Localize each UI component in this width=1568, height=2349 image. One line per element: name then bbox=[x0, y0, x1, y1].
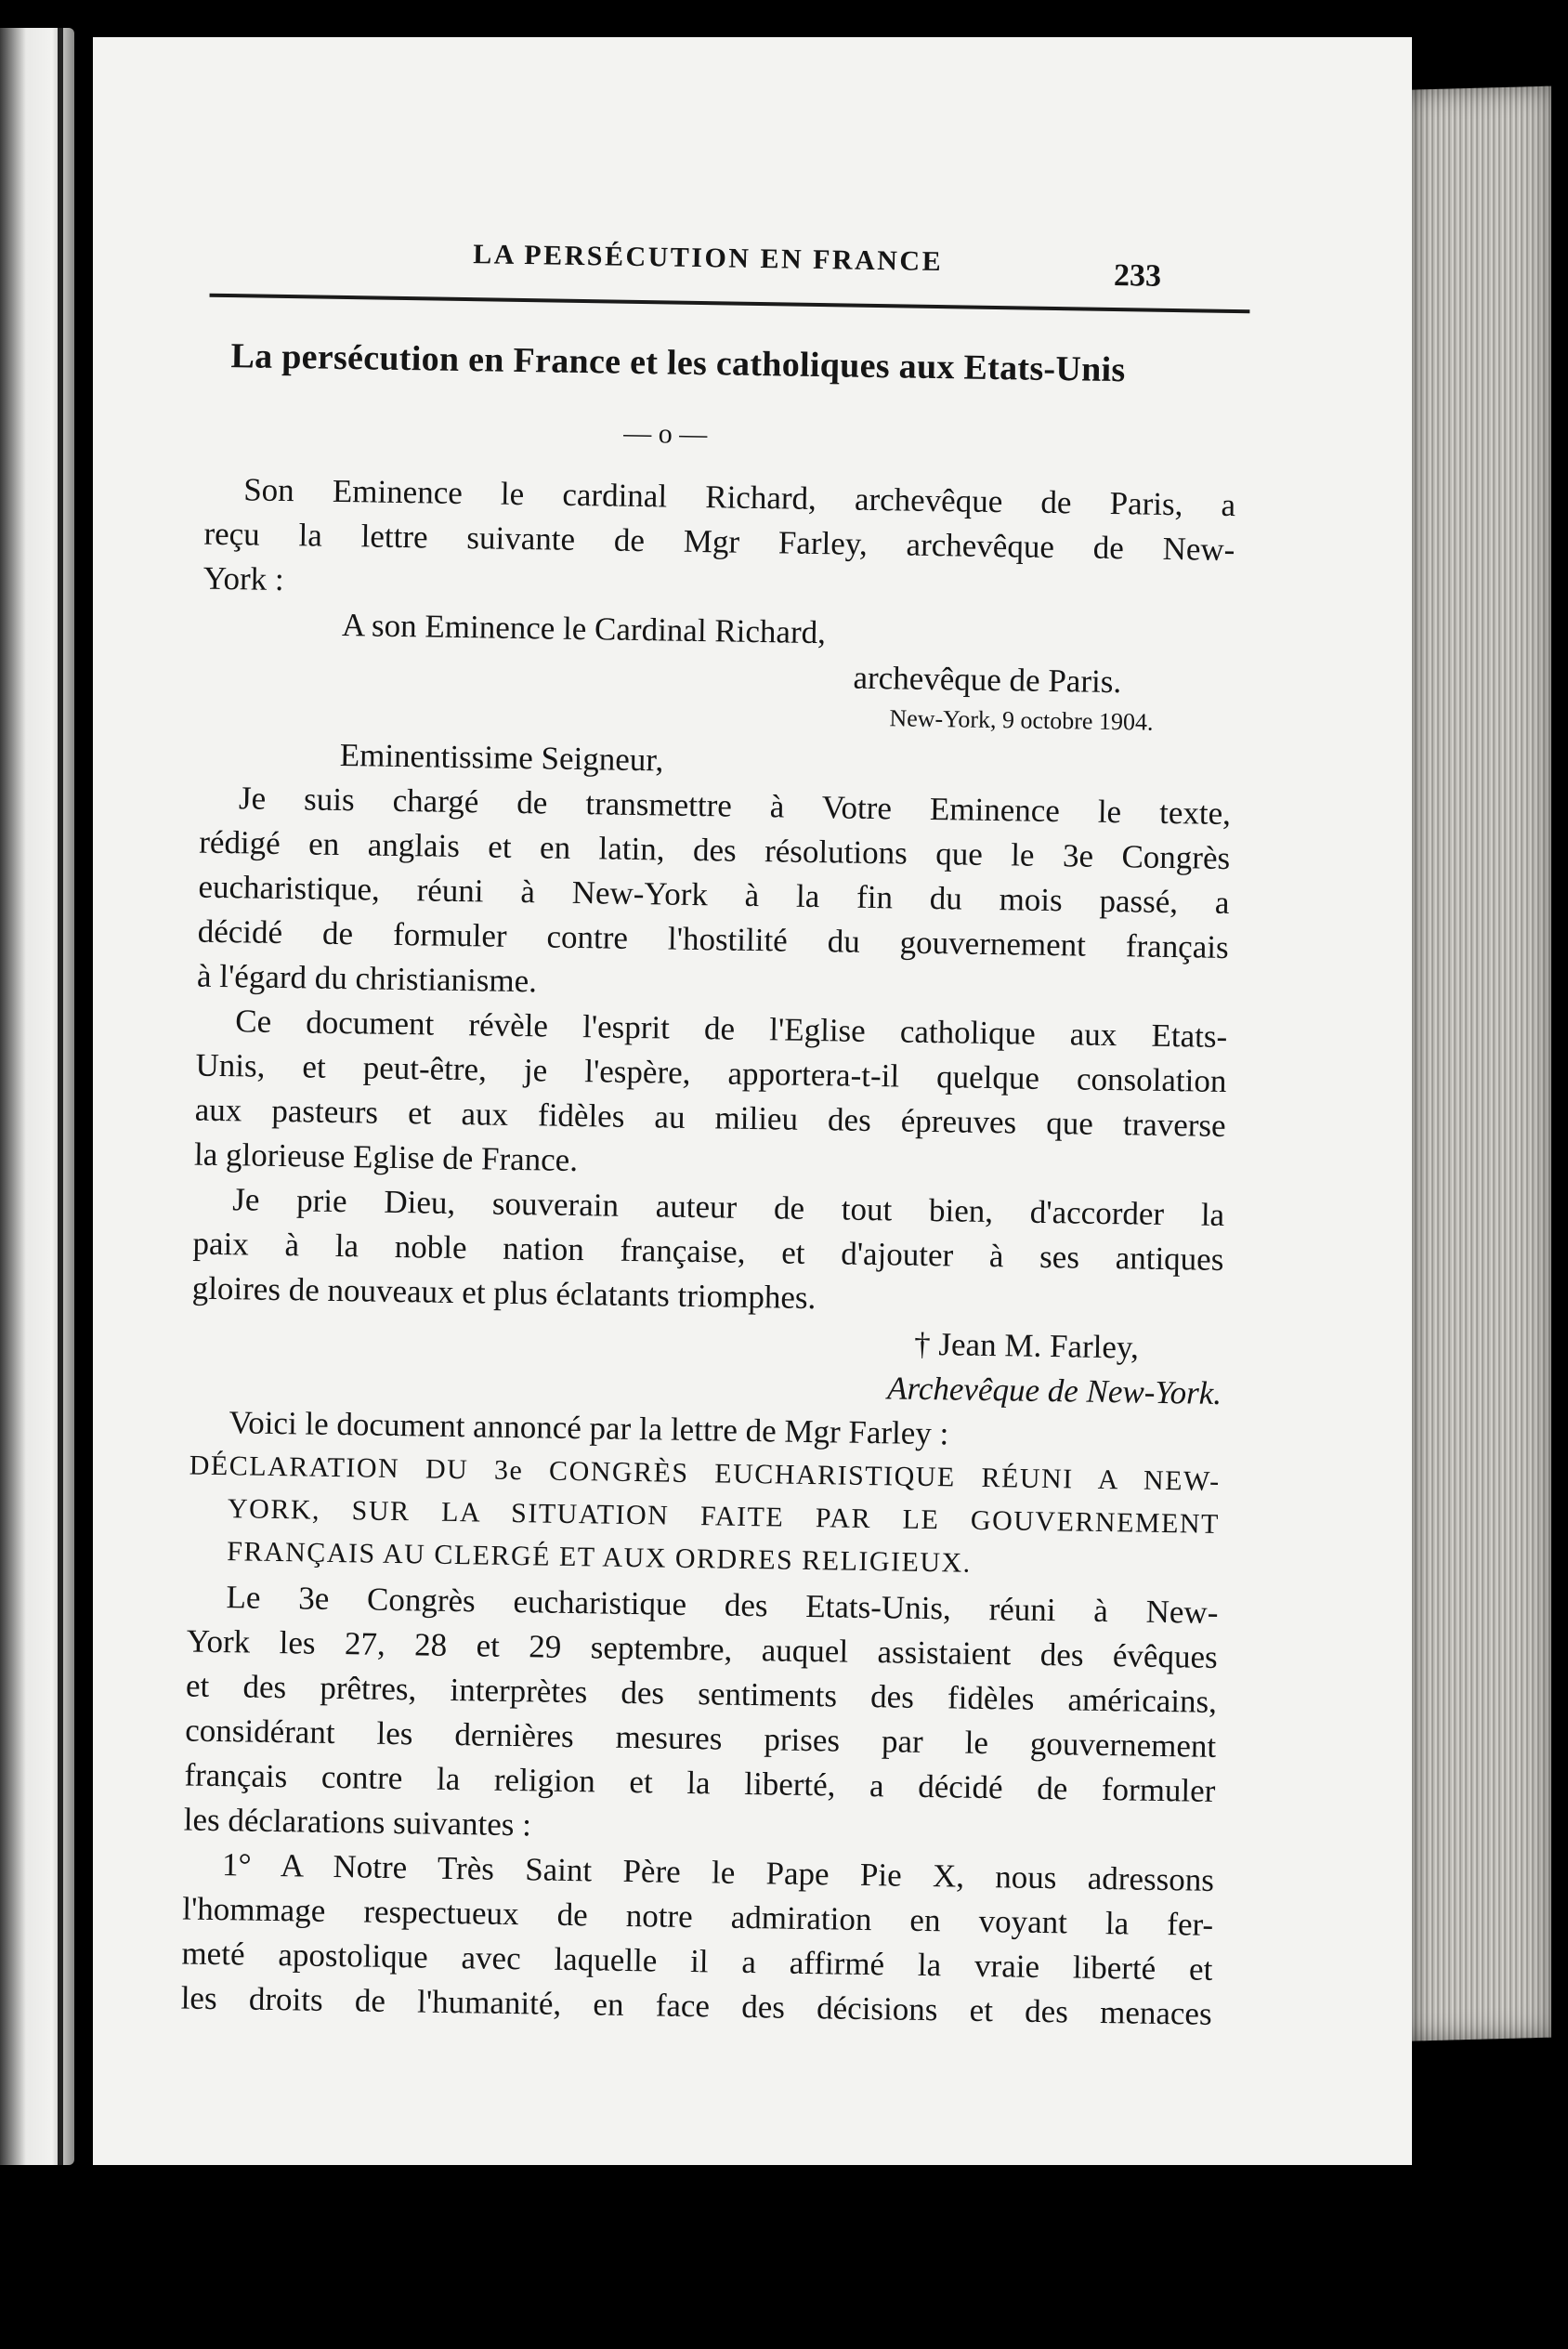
salutation: Eminentissime Seigneur, bbox=[339, 736, 664, 779]
declaration-heading: DÉCLARATION DU 3e CONGRÈS EUCHARISTIQUE RÉUNI A NEW- bbox=[189, 1450, 1221, 1497]
text-line: les déclarations suivantes : bbox=[183, 1801, 532, 1844]
text-line: français contre la religion et la liberté, a décidé de formuler bbox=[184, 1756, 1216, 1809]
text-line: rédigé en anglais et en latin, des résolutions que le 3e Congrès bbox=[199, 823, 1231, 877]
text-line: aux pasteurs et aux fidèles au milieu des épreuves que traverse bbox=[194, 1091, 1226, 1145]
text-line: York : bbox=[203, 559, 284, 598]
text-line: l'hommage respectueux de notre admiration en voyant la fer- bbox=[181, 1890, 1214, 1943]
declaration-heading: FRANÇAIS AU CLERGÉ ET AUX ORDRES RELIGIEUX. bbox=[227, 1536, 972, 1579]
address-line: archevêque de Paris. bbox=[853, 659, 1122, 701]
text-line: la glorieuse Eglise de France. bbox=[193, 1135, 579, 1179]
text-line: Son Eminence le cardinal Richard, archevêque de Paris, a bbox=[242, 471, 1236, 524]
text-line: 1° A Notre Très Saint Père le Pape Pie X, nous adressons bbox=[221, 1846, 1215, 1898]
text-line: et des prêtres, interprètes des sentiments des fidèles américains, bbox=[185, 1667, 1218, 1720]
text-line: Je prie Dieu, souverain auteur de tout bien, d'accorder la bbox=[231, 1181, 1225, 1233]
text-line: considérant les dernières mesures prises par le gouvernement bbox=[184, 1712, 1217, 1765]
signature-title: Archevêque de New-York. bbox=[886, 1370, 1222, 1411]
letter-date: New-York, 9 octobre 1904. bbox=[889, 704, 1154, 736]
text-line: les droits de l'humanité, en face des décisions et des menaces bbox=[180, 1979, 1212, 2032]
title-ornament: — o — bbox=[623, 417, 708, 451]
article-title: La persécution en France et les catholiques aux Etats-Unis bbox=[230, 336, 1126, 390]
book-gutter bbox=[58, 28, 63, 2165]
text-line: décidé de formuler contre l'hostilité du gouvernement français bbox=[197, 912, 1229, 966]
running-head: LA PERSÉCUTION EN FRANCE bbox=[473, 239, 944, 278]
page-content bbox=[76, 27, 1429, 2175]
address-line: A son Eminence le Cardinal Richard, bbox=[341, 606, 827, 651]
text-line: Ce document révèle l'esprit de l'Eglise catholique aux Etats- bbox=[234, 1003, 1228, 1056]
text-line: Voici le document annoncé par la lettre de Mgr Farley : bbox=[229, 1404, 949, 1452]
declaration-heading: YORK, SUR LA SITUATION FAITE PAR LE GOUVERNEMENT bbox=[227, 1493, 1221, 1540]
text-line: eucharistique, réuni à New-York à la fin du mois passé, a bbox=[198, 868, 1230, 922]
text-line: reçu la lettre suivante de Mgr Farley, archevêque de New- bbox=[203, 515, 1235, 569]
text-line: gloires de nouveaux et plus éclatants triomphes. bbox=[191, 1269, 817, 1317]
facing-page-edge bbox=[0, 28, 74, 2165]
text-line: meté apostolique avec laquelle il a affirmé la vraie liberté et bbox=[181, 1935, 1213, 1988]
page-number: 233 bbox=[1113, 258, 1162, 294]
text-line: Je suis chargé de transmettre à Votre Eminence le texte, bbox=[238, 780, 1232, 833]
text-line: paix à la noble nation française, et d'ajouter à ses antiques bbox=[192, 1225, 1224, 1278]
header-rule bbox=[210, 294, 1250, 314]
text-line: York les 27, 28 et 29 septembre, auquel assistaient des évêques bbox=[186, 1622, 1218, 1675]
text-line: à l'égard du christianisme. bbox=[196, 957, 538, 1000]
signature: † Jean M. Farley, bbox=[913, 1325, 1140, 1366]
text-line: Le 3e Congrès eucharistique des Etats-Unis, réuni à New- bbox=[226, 1579, 1219, 1631]
text-line: Unis, et peut-être, je l'espère, apportera-t-il quelque consolation bbox=[195, 1046, 1227, 1100]
